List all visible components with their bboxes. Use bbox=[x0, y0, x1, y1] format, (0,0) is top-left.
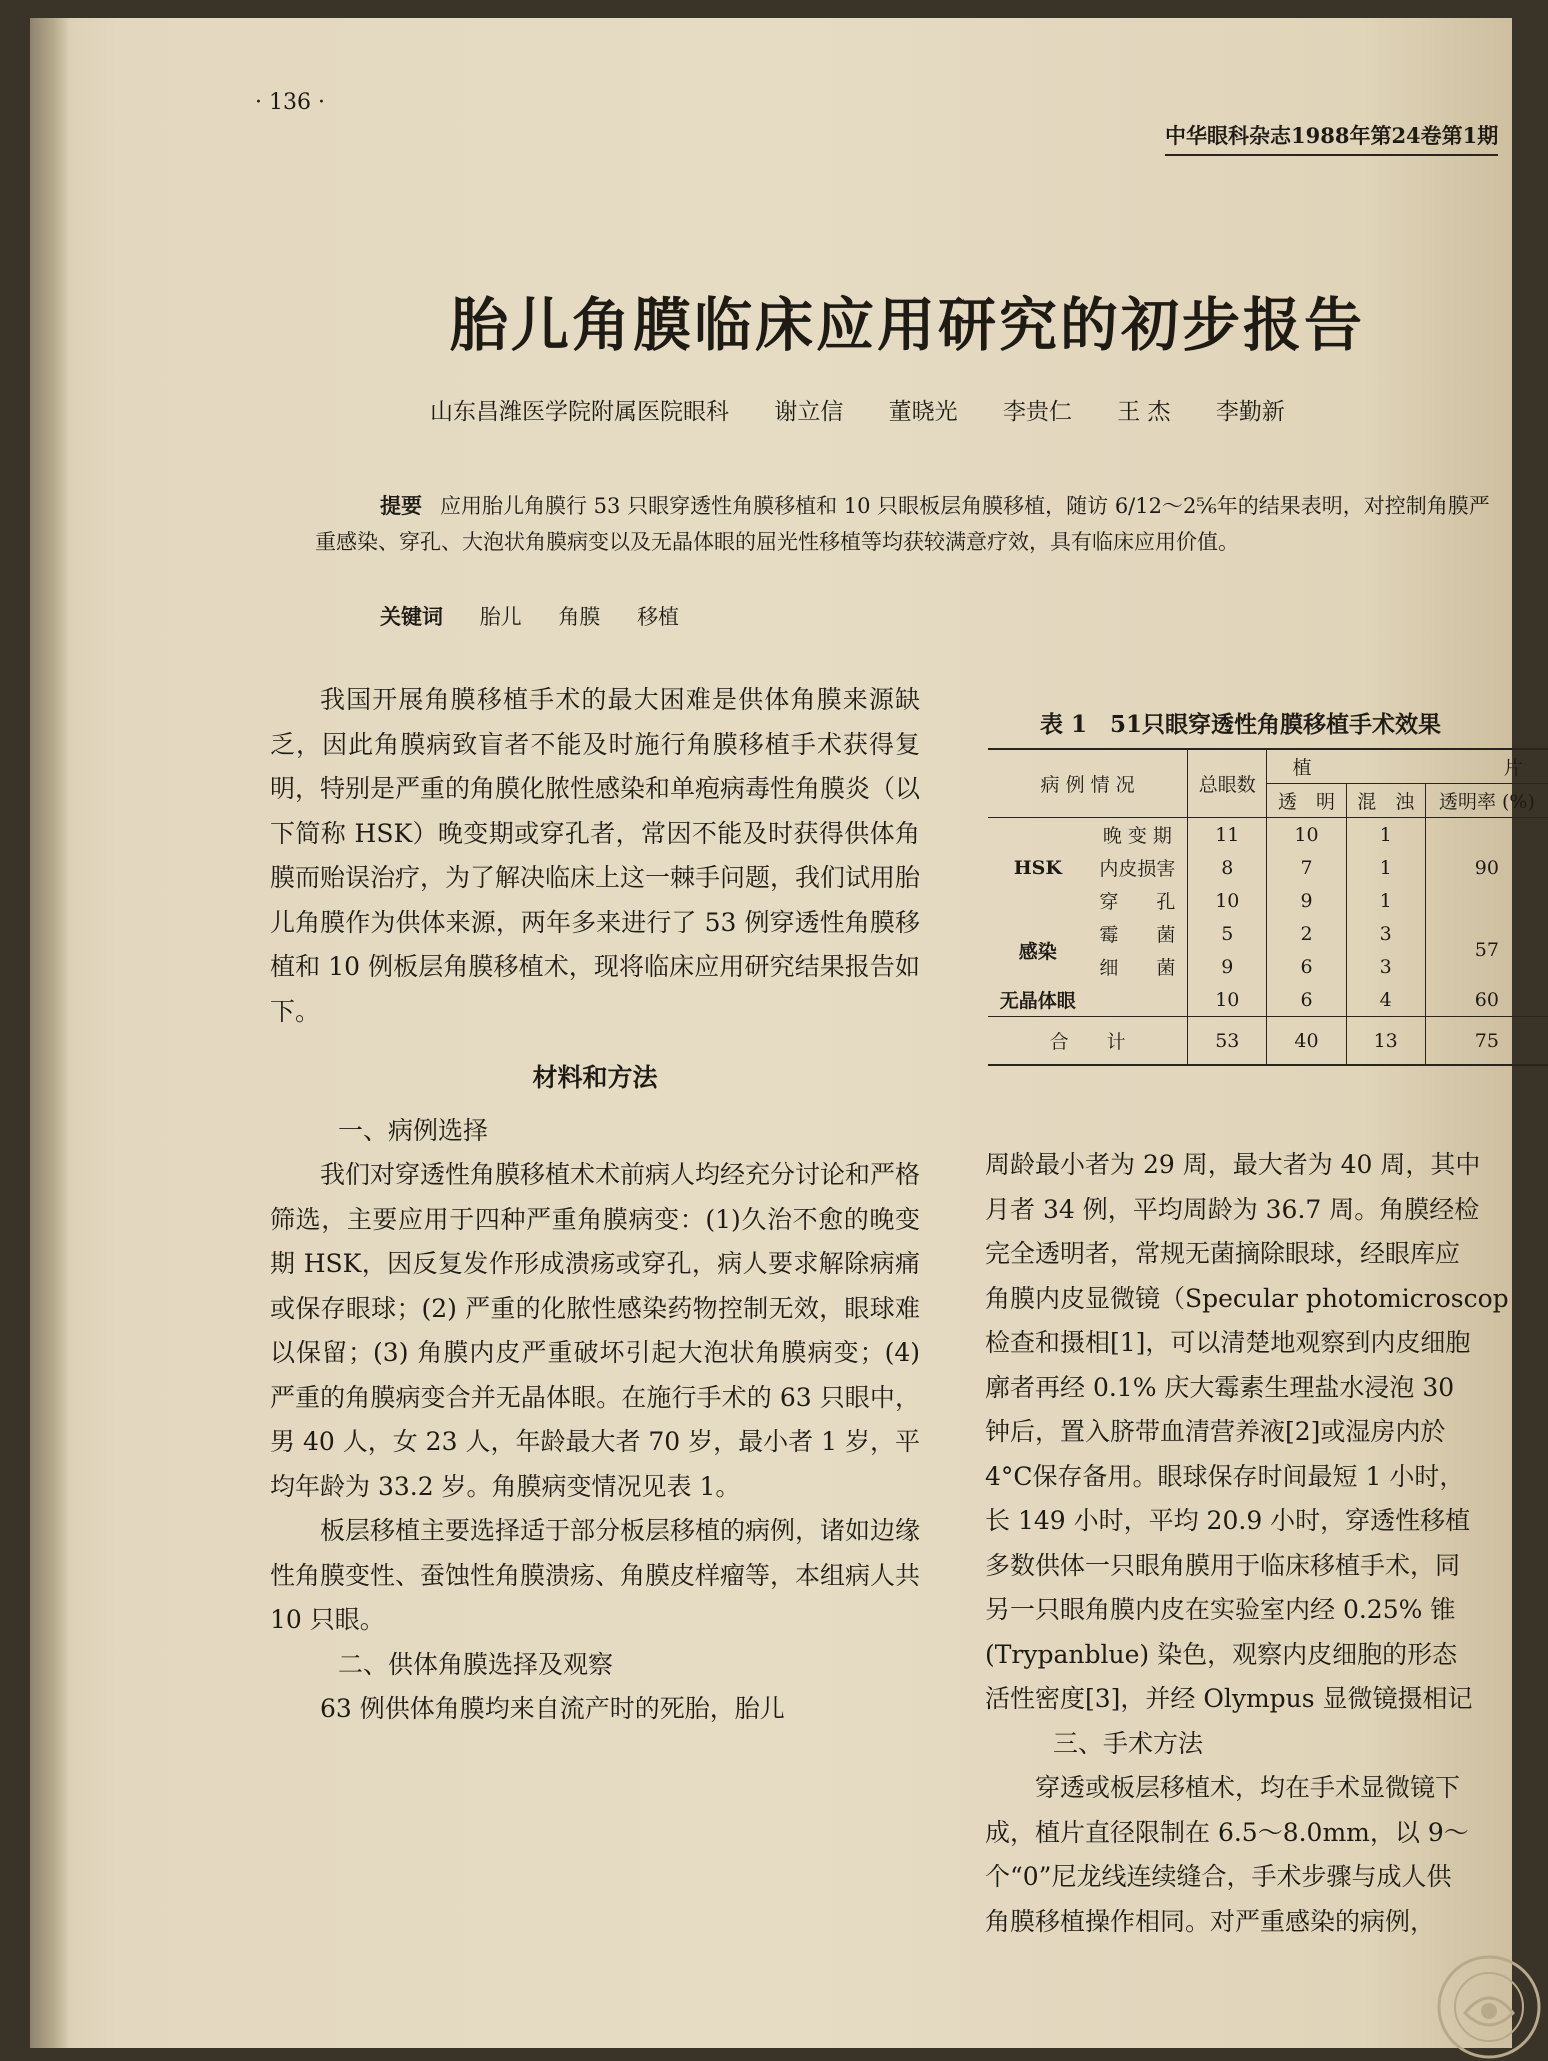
row-label: 霉 菌 bbox=[1088, 917, 1188, 950]
subheading-donor-cornea: 二、供体角膜选择及观察 bbox=[338, 1649, 614, 1679]
cell-cloudy: 1 bbox=[1346, 884, 1425, 917]
row-label: 晚 变 期 bbox=[1088, 818, 1188, 852]
table-row bbox=[988, 983, 1548, 1017]
cell-clear: 40 bbox=[1267, 1017, 1346, 1066]
author: 董晓光 bbox=[888, 399, 958, 425]
subheading-case-selection: 一、病例选择 bbox=[338, 1115, 489, 1145]
journal-page bbox=[30, 18, 1535, 2048]
cell-cloudy: 13 bbox=[1346, 1017, 1425, 1066]
museum-seal-icon bbox=[1435, 1953, 1543, 2061]
text-line: 角膜移植操作相同。对严重感染的病例， bbox=[985, 1906, 1436, 1936]
cell-rate: 90 bbox=[1474, 856, 1499, 879]
header-cloudy: 混 浊 bbox=[1346, 784, 1425, 818]
text-line: 检查和摄相[1]，可以清楚地观察到内皮细胞 bbox=[985, 1328, 1471, 1357]
running-header: 中华眼科杂志1988年第24卷第1期 bbox=[1165, 120, 1498, 156]
keyword: 移植 bbox=[637, 605, 680, 629]
intro-paragraph: 我国开展角膜移植手术的最大困难是供体角膜来源缺乏，因此角膜病致盲者不能及时施行角膜移植手术获得复明，特别是严重的角膜化脓性感染和单疱病毒性角膜炎（以下简称 HSK）晚变期或穿孔者，常因不能及时获得供体角膜而贻误治疗，为了解决临床上这一棘手问题，我们试用胎儿角膜作为供体来源，两年多来进行了 53 例穿透性角膜移植和 10 例板层角膜移植术，现将临床应用研究结果报告如下。 bbox=[270, 685, 921, 1026]
right-column bbox=[985, 1143, 1545, 1944]
row-label: 内皮损害 bbox=[1088, 851, 1188, 884]
keyword: 胎儿 bbox=[479, 605, 522, 629]
cell-cloudy: 1 bbox=[1346, 818, 1425, 852]
text-line: 另一只眼角膜内皮在实验室内经 0.25% 锥 bbox=[985, 1595, 1456, 1624]
cell-cloudy: 4 bbox=[1346, 983, 1425, 1017]
author: 李贵仁 bbox=[1002, 399, 1072, 425]
header-graft bbox=[1267, 749, 1548, 784]
table-row bbox=[988, 818, 1548, 852]
abstract-label: 提要 bbox=[380, 493, 422, 518]
header-graft-tail: 片 bbox=[1503, 757, 1523, 779]
cell-rate: 57 bbox=[1474, 939, 1499, 961]
left-column bbox=[270, 678, 920, 1732]
text-line: 周龄最小者为 29 周，最大者为 40 周，其中 bbox=[985, 1150, 1481, 1179]
table-caption: 表 1 51只眼穿透性角膜移植手术效果 bbox=[1040, 711, 1442, 738]
results-table bbox=[988, 748, 1548, 1066]
header-clear: 透 明 bbox=[1267, 784, 1346, 818]
text-line: 4°C保存备用。眼球保存时间最短 1 小时， bbox=[985, 1461, 1465, 1491]
text-line: 角膜内皮显微镜（Specular photomicroscop bbox=[985, 1283, 1509, 1313]
text-line: 活性密度[3]，并经 Olympus 显微镜摄相记 bbox=[985, 1684, 1473, 1713]
abstract-text: 应用胎儿角膜行 53 只眼穿透性角膜移植和 10 只眼板层角膜移植，随访 6/12～2⅚年的结果表明，对控制角膜严重感染、穿孔、大泡状角膜病变以及无晶体眼的屈光性移植等均获较满意疗效，具有临床应用价值。 bbox=[315, 494, 1490, 554]
group-label: HSK bbox=[1013, 856, 1062, 879]
subheading-surgery: 三、手术方法 bbox=[1053, 1728, 1204, 1758]
cell-total: 9 bbox=[1188, 950, 1267, 983]
cell-cloudy: 3 bbox=[1346, 950, 1425, 983]
cell-rate: 75 bbox=[1425, 1017, 1548, 1066]
cell-cloudy: 1 bbox=[1346, 851, 1425, 884]
cell-clear: 6 bbox=[1267, 950, 1346, 983]
cell-total: 5 bbox=[1188, 917, 1267, 950]
cell-clear: 6 bbox=[1267, 983, 1346, 1017]
header-total: 总眼数 bbox=[1188, 749, 1267, 818]
text-line: 钟后，置入脐带血清营养液[2]或湿房内於 bbox=[985, 1417, 1446, 1446]
row-label: 细 菌 bbox=[1088, 950, 1188, 983]
case-selection-paragraph: 我们对穿透性角膜移植术术前病人均经充分讨论和严格筛选，主要应用于四种严重角膜病变：(1)久治不愈的晚变期 HSK，因反复发作形成溃疡或穿孔，病人要求解除病痛或保存眼球；(2) 严重的化脓性感染药物控制无效，眼球难以保留；(3) 角膜内皮严重破坏引起大泡状角膜病变；(4) 严重的角膜病变合并无晶体眼。在施行手术的 63 只眼中，男 40 人，女 23 人，年龄最大者 70 岁，最小者 1 岁，平均年龄为 33.2 岁。角膜病变情况见表 1。 bbox=[270, 1160, 921, 1501]
cell-rate: 60 bbox=[1474, 988, 1499, 1011]
header-graft-char: 植 bbox=[1292, 757, 1312, 779]
book-gutter bbox=[30, 18, 70, 2048]
cell-clear: 9 bbox=[1267, 884, 1346, 917]
author: 李勤新 bbox=[1215, 399, 1285, 425]
row-label: 穿 孔 bbox=[1088, 884, 1188, 917]
text-line: 廓者再经 0.1% 庆大霉素生理盐水浸泡 30 bbox=[985, 1372, 1455, 1402]
cell-clear: 7 bbox=[1267, 851, 1346, 884]
cell-cloudy: 3 bbox=[1346, 917, 1425, 950]
cell-total: 10 bbox=[1188, 884, 1267, 917]
text-line: 月者 34 例，平均周龄为 36.7 周。角膜经检 bbox=[985, 1194, 1480, 1224]
affiliation-authors-line bbox=[430, 393, 1323, 426]
article-title: 胎儿角膜临床应用研究的初步报告 bbox=[450, 291, 1366, 359]
cell-total: 10 bbox=[1188, 983, 1267, 1017]
cell-total: 8 bbox=[1188, 851, 1267, 884]
keywords bbox=[380, 601, 709, 631]
table-total-row bbox=[988, 1017, 1548, 1066]
keyword: 角膜 bbox=[558, 605, 601, 629]
header-condition: 病 例 情 况 bbox=[988, 749, 1188, 818]
text-line: 穿透或板层移植术，均在手术显微镜下 bbox=[1035, 1773, 1461, 1802]
row-label bbox=[1088, 983, 1188, 1017]
text-line: 成，植片直径限制在 6.5～8.0mm，以 9～ bbox=[985, 1817, 1469, 1847]
author: 谢立信 bbox=[774, 399, 844, 425]
text-line: 完全透明者，常规无菌摘除眼球，经眼库应 bbox=[985, 1239, 1461, 1268]
author: 王 杰 bbox=[1117, 399, 1171, 425]
section-heading-methods: 材料和方法 bbox=[532, 1063, 658, 1092]
cell-clear: 10 bbox=[1267, 818, 1346, 852]
keywords-label: 关键词 bbox=[380, 604, 443, 629]
text-line: 多数供体一只眼角膜用于临床移植手术，同 bbox=[985, 1550, 1461, 1580]
group-label: 无晶体眼 bbox=[999, 990, 1076, 1012]
affiliation: 山东昌潍医学院附属医院眼科 bbox=[430, 399, 729, 425]
total-label: 合 计 bbox=[988, 1017, 1188, 1066]
text-line: (Trypanblue) 染色，观察内皮细胞的形态 bbox=[985, 1639, 1458, 1669]
donor-paragraph: 63 例供体角膜均来自流产时的死胎，胎儿 bbox=[320, 1694, 785, 1723]
table-row bbox=[988, 917, 1548, 950]
cell-clear: 2 bbox=[1267, 917, 1346, 950]
page-number: · 136 · bbox=[255, 90, 325, 115]
cell-total: 53 bbox=[1188, 1017, 1267, 1066]
cell-total: 11 bbox=[1188, 818, 1267, 852]
lamellar-paragraph: 板层移植主要选择适于部分板层移植的病例，诸如边缘性角膜变性、蚕蚀性角膜溃疡、角膜皮样瘤等，本组病人共 10 只眼。 bbox=[270, 1516, 921, 1634]
abstract bbox=[315, 488, 1495, 560]
text-line: 长 149 小时，平均 20.9 小时，穿透性移植 bbox=[985, 1506, 1471, 1535]
text-line: 个“0”尼龙线连续缝合，手术步骤与成人供 bbox=[985, 1862, 1452, 1891]
group-label: 感染 bbox=[1018, 940, 1057, 963]
header-rate: 透明率 (%) bbox=[1425, 784, 1548, 818]
